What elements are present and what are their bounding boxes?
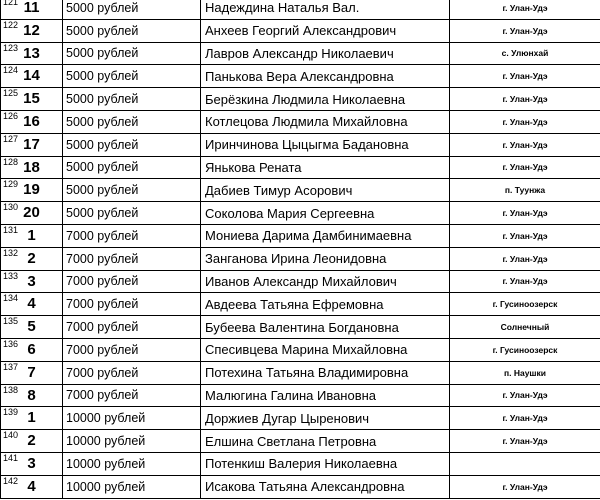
prize-amount: 5000 рублей bbox=[63, 156, 201, 179]
table-row bbox=[1, 110, 600, 133]
row-index: 121 bbox=[3, 0, 19, 7]
row-index: 128 bbox=[3, 156, 19, 167]
winner-city: Солнечный bbox=[450, 316, 600, 339]
table-row bbox=[1, 88, 600, 111]
row-number-cell bbox=[1, 133, 63, 156]
row-index: 130 bbox=[3, 202, 19, 213]
prize-amount: 5000 рублей bbox=[63, 179, 201, 202]
winner-name: Берёзкина Людмила Николаевна bbox=[201, 88, 450, 111]
prize-amount: 7000 рублей bbox=[63, 361, 201, 384]
winner-city: г. Улан-Удэ bbox=[450, 88, 600, 111]
row-index: 139 bbox=[3, 407, 19, 418]
place-number: 3 bbox=[27, 272, 36, 290]
place-number: 7 bbox=[27, 363, 36, 381]
winner-city: г. Улан-Удэ bbox=[450, 19, 600, 42]
row-index: 134 bbox=[3, 293, 19, 304]
row-index: 125 bbox=[3, 88, 19, 99]
row-index: 140 bbox=[3, 430, 19, 441]
table-row bbox=[1, 475, 600, 498]
winner-name: Надеждина Наталья Вал. bbox=[201, 0, 450, 19]
row-index: 138 bbox=[3, 384, 19, 395]
row-number-cell bbox=[1, 407, 63, 430]
winner-name: Бубеева Валентина Богдановна bbox=[201, 316, 450, 339]
place-number: 20 bbox=[23, 204, 40, 222]
row-number-cell bbox=[1, 361, 63, 384]
prize-amount: 7000 рублей bbox=[63, 247, 201, 270]
place-number: 8 bbox=[27, 386, 36, 404]
row-number-cell bbox=[1, 338, 63, 361]
prize-amount: 5000 рублей bbox=[63, 19, 201, 42]
row-index: 135 bbox=[3, 316, 19, 327]
place-number: 4 bbox=[27, 295, 36, 313]
place-number: 18 bbox=[23, 158, 40, 176]
row-index: 133 bbox=[3, 270, 19, 281]
winner-name: Потехина Татьяна Владимировна bbox=[201, 361, 450, 384]
winner-name: Котлецова Людмила Михайловна bbox=[201, 110, 450, 133]
table-row bbox=[1, 0, 600, 19]
prize-amount: 7000 рублей bbox=[63, 384, 201, 407]
table-row bbox=[1, 430, 600, 453]
prize-amount: 5000 рублей bbox=[63, 65, 201, 88]
winner-name: Анхеев Георгий Александрович bbox=[201, 19, 450, 42]
winner-city: г. Улан-Удэ bbox=[450, 65, 600, 88]
winner-name: Лавров Александр Николаевич bbox=[201, 42, 450, 65]
prize-amount: 7000 рублей bbox=[63, 270, 201, 293]
prize-amount: 5000 рублей bbox=[63, 202, 201, 225]
winner-name: Занганова Ирина Леонидовна bbox=[201, 247, 450, 270]
row-index: 132 bbox=[3, 247, 19, 258]
place-number: 14 bbox=[23, 67, 40, 85]
prize-amount: 10000 рублей bbox=[63, 475, 201, 498]
winner-city: г. Гусиноозерск bbox=[450, 293, 600, 316]
place-number: 2 bbox=[27, 432, 36, 450]
row-number-cell bbox=[1, 475, 63, 498]
place-number: 11 bbox=[23, 0, 40, 16]
winner-city: п. Туунжа bbox=[450, 179, 600, 202]
place-number: 17 bbox=[23, 135, 40, 153]
winner-name: Малюгина Галина Ивановна bbox=[201, 384, 450, 407]
row-number-cell bbox=[1, 316, 63, 339]
row-number-cell bbox=[1, 293, 63, 316]
row-index: 136 bbox=[3, 338, 19, 349]
winner-name: Соколова Мария Сергеевна bbox=[201, 202, 450, 225]
row-number-cell bbox=[1, 88, 63, 111]
table-row bbox=[1, 179, 600, 202]
row-index: 127 bbox=[3, 133, 19, 144]
winner-city bbox=[450, 452, 600, 475]
place-number: 1 bbox=[27, 409, 36, 427]
winner-name: Иринчинова Цыцыгма Бадановна bbox=[201, 133, 450, 156]
place-number: 5 bbox=[27, 318, 36, 336]
winner-name: Дабиев Тимур Асорович bbox=[201, 179, 450, 202]
winner-name: Мониева Дарима Дамбинимаевна bbox=[201, 224, 450, 247]
table-row bbox=[1, 452, 600, 475]
row-number-cell bbox=[1, 384, 63, 407]
winner-city: с. Улюнхай bbox=[450, 42, 600, 65]
row-index: 142 bbox=[3, 475, 19, 486]
table-row bbox=[1, 361, 600, 384]
winner-city: п. Наушки bbox=[450, 361, 600, 384]
table-row bbox=[1, 224, 600, 247]
row-number-cell bbox=[1, 156, 63, 179]
prize-amount: 5000 рублей bbox=[63, 88, 201, 111]
row-number-cell bbox=[1, 452, 63, 475]
prize-amount: 7000 рублей bbox=[63, 293, 201, 316]
place-number: 1 bbox=[27, 226, 36, 244]
place-number: 19 bbox=[23, 181, 40, 199]
row-index: 122 bbox=[3, 19, 19, 30]
row-index: 129 bbox=[3, 179, 19, 190]
winner-city: г. Улан-Удэ bbox=[450, 133, 600, 156]
table-row bbox=[1, 202, 600, 225]
table-row bbox=[1, 247, 600, 270]
winner-city: г. Улан-Удэ bbox=[450, 156, 600, 179]
place-number: 2 bbox=[27, 249, 36, 267]
row-number-cell bbox=[1, 65, 63, 88]
table-row bbox=[1, 133, 600, 156]
winner-name: Спесивцева Марина Михайловна bbox=[201, 338, 450, 361]
prize-amount: 5000 рублей bbox=[63, 0, 201, 19]
row-index: 124 bbox=[3, 65, 19, 76]
table-row bbox=[1, 338, 600, 361]
winner-city: г. Улан-Удэ bbox=[450, 0, 600, 19]
row-number-cell bbox=[1, 247, 63, 270]
prize-amount: 5000 рублей bbox=[63, 133, 201, 156]
winner-city: г. Гусиноозерск bbox=[450, 338, 600, 361]
winner-city: г. Улан-Удэ bbox=[450, 384, 600, 407]
prize-amount: 5000 рублей bbox=[63, 42, 201, 65]
table-row bbox=[1, 156, 600, 179]
place-number: 3 bbox=[27, 454, 36, 472]
row-number-cell bbox=[1, 19, 63, 42]
winner-city: г. Улан-Удэ bbox=[450, 270, 600, 293]
winner-name: Авдеева Татьяна Ефремовна bbox=[201, 293, 450, 316]
winner-name: Исакова Татьяна Александровна bbox=[201, 475, 450, 498]
place-number: 13 bbox=[23, 44, 40, 62]
place-number: 4 bbox=[27, 477, 36, 495]
row-number-cell bbox=[1, 202, 63, 225]
table-row bbox=[1, 384, 600, 407]
row-index: 141 bbox=[3, 452, 19, 463]
prize-amount: 10000 рублей bbox=[63, 407, 201, 430]
winner-city: г. Улан-Удэ bbox=[450, 110, 600, 133]
row-number-cell bbox=[1, 224, 63, 247]
row-index: 137 bbox=[3, 361, 19, 372]
prize-amount: 7000 рублей bbox=[63, 316, 201, 339]
winner-city: г. Улан-Удэ bbox=[450, 224, 600, 247]
row-index: 131 bbox=[3, 224, 19, 235]
winner-name: Потенкиш Валерия Николаевна bbox=[201, 452, 450, 475]
table-row bbox=[1, 65, 600, 88]
winner-name: Янькова Рената bbox=[201, 156, 450, 179]
winners-table-body bbox=[1, 0, 600, 498]
winner-city: г. Улан-Удэ bbox=[450, 475, 600, 498]
row-number-cell bbox=[1, 270, 63, 293]
row-index: 123 bbox=[3, 42, 19, 53]
prize-amount: 7000 рублей bbox=[63, 338, 201, 361]
table-row bbox=[1, 407, 600, 430]
place-number: 12 bbox=[23, 21, 40, 39]
row-index: 126 bbox=[3, 110, 19, 121]
winner-name: Доржиев Дугар Цыренович bbox=[201, 407, 450, 430]
winner-name: Иванов Александр Михайлович bbox=[201, 270, 450, 293]
prize-amount: 7000 рублей bbox=[63, 224, 201, 247]
winner-city: г. Улан-Удэ bbox=[450, 407, 600, 430]
table-row bbox=[1, 293, 600, 316]
winner-name: Елшина Светлана Петровна bbox=[201, 430, 450, 453]
row-number-cell bbox=[1, 0, 63, 19]
winner-city: г. Улан-Удэ bbox=[450, 247, 600, 270]
place-number: 6 bbox=[27, 340, 36, 358]
winner-city: г. Улан-Удэ bbox=[450, 430, 600, 453]
table-row bbox=[1, 42, 600, 65]
table-row bbox=[1, 270, 600, 293]
row-number-cell bbox=[1, 42, 63, 65]
row-number-cell bbox=[1, 430, 63, 453]
place-number: 15 bbox=[23, 90, 40, 108]
winner-name: Панькова Вера Александровна bbox=[201, 65, 450, 88]
row-number-cell bbox=[1, 110, 63, 133]
table-row bbox=[1, 316, 600, 339]
place-number: 16 bbox=[23, 112, 40, 130]
prize-amount: 5000 рублей bbox=[63, 110, 201, 133]
table-row bbox=[1, 19, 600, 42]
row-number-cell bbox=[1, 179, 63, 202]
prize-amount: 10000 рублей bbox=[63, 452, 201, 475]
winner-city: г. Улан-Удэ bbox=[450, 202, 600, 225]
prize-amount: 10000 рублей bbox=[63, 430, 201, 453]
